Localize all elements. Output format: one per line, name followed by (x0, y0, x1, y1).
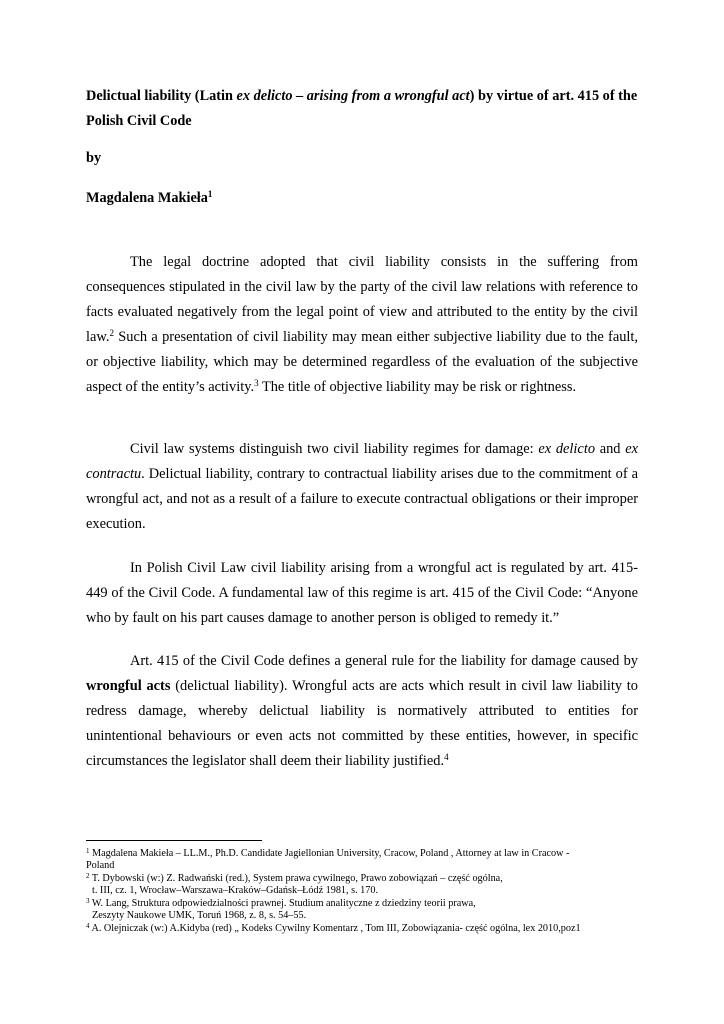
footnote-text: t. III, cz. 1, Wrocław–Warszawa–Kraków–Gdańsk–Łódź 1981, s. 170. (92, 885, 379, 897)
footnote-ref-2: 2 (109, 328, 114, 338)
footnote-3 (86, 898, 646, 923)
p1-text-2: Such a presentation of civil liability may mean either subjective liability due to the fault, or objective liability, which may be determined regardless of the evaluation of the subjective aspect of the entity’s activity. (86, 329, 638, 395)
footnote-text: Zeszyty Naukowe UMK, Toruń 1968, z. 8, s. 54–55. (92, 910, 307, 922)
footnote-ref-3: 3 (254, 378, 259, 388)
footnote-ref-4: 4 (444, 752, 449, 762)
footnote-text: W. Lang, Struktura odpowiedzialności prawnej. Studium analityczne z dziedziny teorii prawa, (89, 898, 476, 909)
p2-text-2: and (595, 441, 626, 457)
author-name (86, 190, 212, 207)
title-text-start: Delictual liability (Latin (86, 88, 237, 104)
paragraph-2 (86, 437, 638, 537)
by-line: by (86, 150, 102, 166)
p1-text-1: The legal doctrine adopted that civil liability consists in the suffering from consequences stipulated in the civil law by the party of the civil law relations with reference to facts evaluated negatively from the legal point of view and attributed to the entity by the civil law. (86, 254, 638, 345)
p1-text-3: The title of objective liability may be risk or rightness. (258, 379, 577, 395)
footnote-number: 1 (86, 847, 90, 855)
footnote-text: T. Dybowski (w:) Z. Radwański (red.), System prawa cywilnego, Prawo zobowiązań – część ogólna, (89, 873, 503, 884)
p2-italic-1: ex delicto (538, 441, 596, 457)
footnote-text: Magdalena Makieła – LL.M., Ph.D. Candidate Jagiellonian University, Cracow, Poland , Attorney at law in Cracow - (89, 848, 570, 859)
paper-title (86, 84, 646, 134)
footnote-ref-1: 1 (207, 189, 213, 199)
p2-italic-2: ex contractu (86, 441, 638, 482)
author-text: Magdalena Makieła (86, 190, 208, 206)
footnote-separator (86, 840, 262, 841)
paragraph-4 (86, 649, 638, 774)
paragraph-1 (86, 250, 638, 400)
footnote-4 (86, 923, 646, 935)
footnote-text: Poland (86, 860, 115, 872)
footnote-number: 3 (86, 897, 90, 905)
p4-text-1: Art. 415 of the Civil Code defines a general rule for the liability for damage caused by (130, 653, 638, 669)
footnote-number: 4 (86, 922, 90, 930)
footnote-number: 2 (86, 872, 90, 880)
p2-text-3: . Delictual liability, contrary to contractual liability arises due to the commitment of a wrongful act, and not as a result of a failure to execute contractual obligations or their improper execution. (86, 466, 638, 532)
p4-bold: wrongful acts (86, 678, 171, 694)
footnote-text: A. Olejniczak (w:) A.Kidyba (red) „ Kodeks Cywilny Komentarz , Tom III, Zobowiązania- część ogólna, lex 2010,poz1 (89, 923, 581, 934)
p2-text-1: Civil law systems distinguish two civil liability regimes for damage: (130, 441, 539, 457)
footnote-2 (86, 873, 646, 898)
p4-text-2: (delictual liability). Wrongful acts are acts which result in civil law liability to redress damage, whereby delictual liability is normatively attributed to entities for unintentional behaviours or even acts not committed by these entities, however, in specific circumstances the legislator shall deem their liability justified. (86, 678, 638, 769)
title-text-end: ) by virtue of art. 415 of the Polish Civil Code (86, 88, 638, 129)
paragraph-3: In Polish Civil Law civil liability arising from a wrongful act is regulated by art. 415-449 of the Civil Code. A fundamental law of this regime is art. 415 of the Civil Code: “Anyone who by fault on his part causes damage to another person is obliged to remedy it.” (86, 560, 638, 626)
title-italic: ex delicto – arising from a wrongful act (236, 88, 470, 104)
footnote-1 (86, 848, 646, 873)
